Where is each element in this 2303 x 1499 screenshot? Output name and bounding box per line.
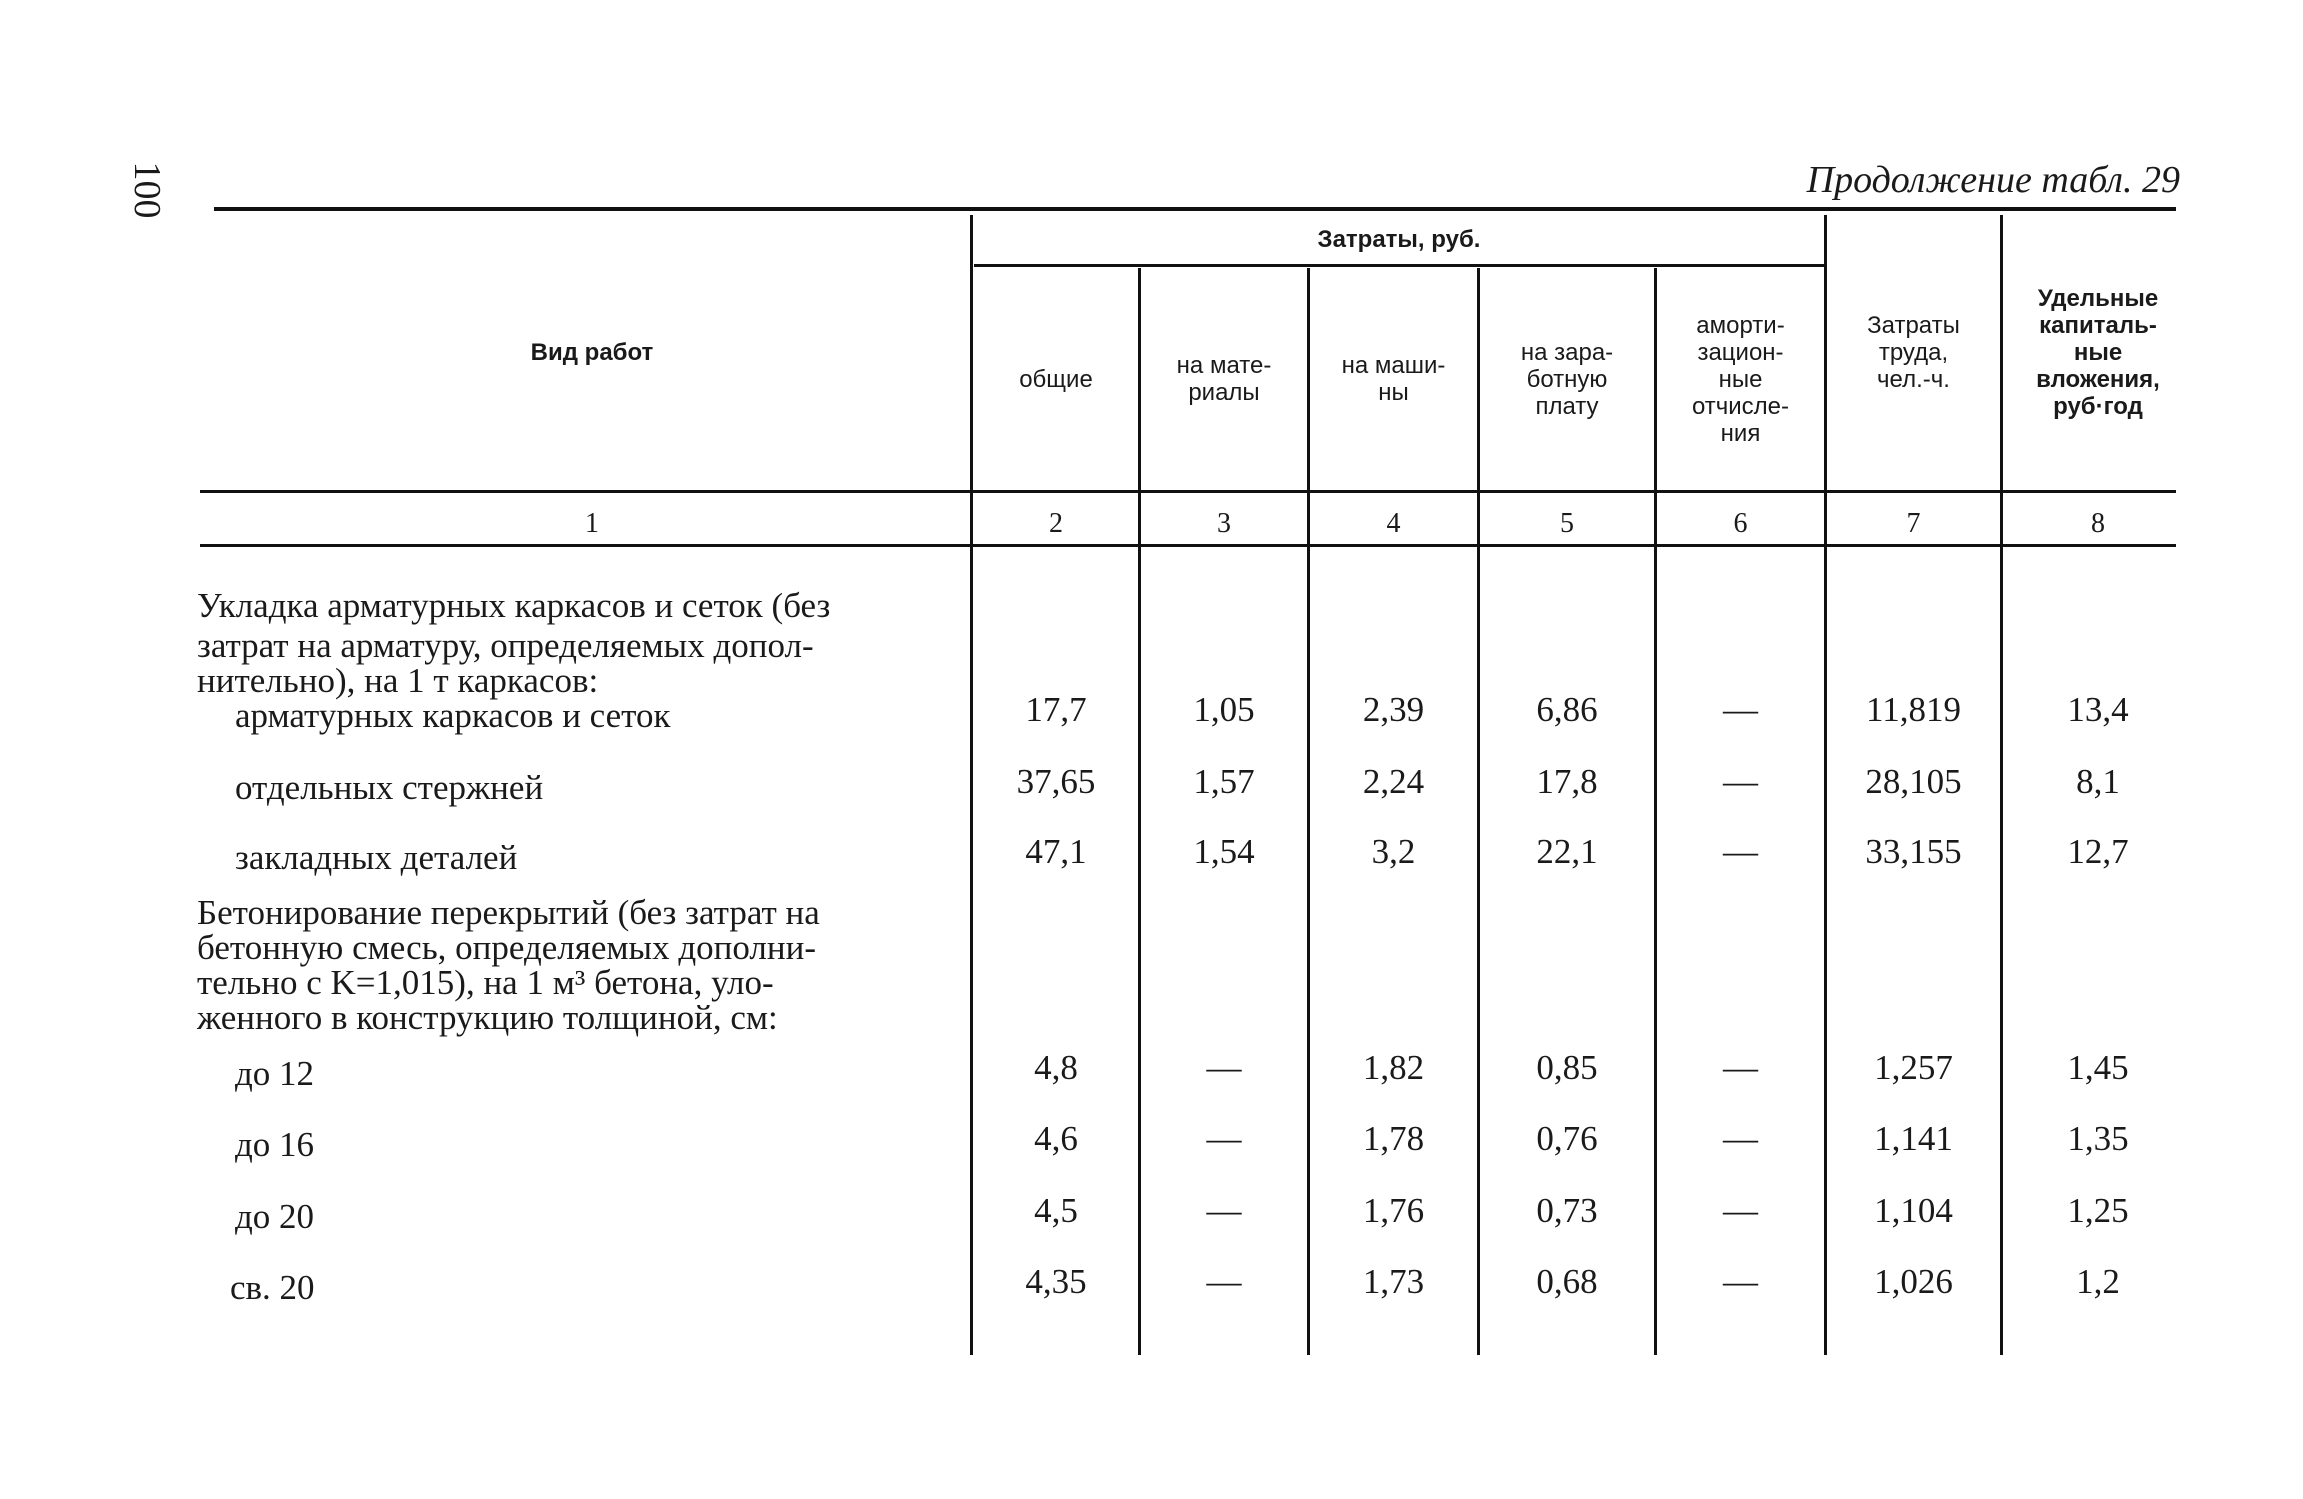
- cell-labor: 33,155: [1865, 832, 1962, 871]
- column-number: 7: [1906, 508, 1921, 539]
- row-label: до 16: [235, 1125, 315, 1164]
- column-number: 2: [1049, 508, 1063, 539]
- cell-machines: 2,24: [1362, 762, 1425, 801]
- cell-machines: 1,76: [1362, 1191, 1425, 1230]
- header-capital-investment: Удельные капиталь- ные вложения, руб·год: [2036, 285, 2160, 420]
- cell-capital: 1,45: [2067, 1048, 2129, 1087]
- cell-materials: 1,05: [1193, 690, 1255, 729]
- row-label: отдельных стержней: [235, 768, 544, 807]
- cell-labor: 1,257: [1874, 1048, 1953, 1087]
- header-materials: на мате- риалы: [1176, 352, 1272, 406]
- cell-wages: 0,85: [1536, 1048, 1598, 1087]
- section-description-line: тельно с K=1,015), на 1 м³ бетона, уло-: [197, 963, 774, 1002]
- cell-materials: —: [1206, 1191, 1242, 1230]
- cell-wages: 22,1: [1536, 832, 1598, 871]
- cell-depreciation: —: [1723, 1191, 1758, 1230]
- row-label: закладных деталей: [235, 838, 518, 877]
- header-bottom-rule: [200, 490, 2176, 493]
- cell-total: 4,5: [1034, 1191, 1078, 1230]
- cell-labor: 11,819: [1866, 690, 1961, 729]
- cell-materials: —: [1206, 1119, 1242, 1158]
- section-description-line: затрат на арматуру, определяемых допол-: [197, 626, 814, 665]
- cell-capital: 1,2: [2076, 1262, 2120, 1301]
- section-description-line: нительно), на 1 т каркасов:: [197, 661, 599, 700]
- cell-total: 4,8: [1034, 1048, 1078, 1087]
- header-work-type: Вид работ: [530, 339, 654, 366]
- cell-labor: 28,105: [1865, 762, 1962, 801]
- cell-total: 17,7: [1025, 690, 1087, 729]
- group-header-rule: [974, 264, 1824, 267]
- header-wages: на зара- ботную плату: [1520, 338, 1614, 420]
- cell-depreciation: —: [1723, 1048, 1758, 1087]
- column-numbers-rule: [200, 544, 2176, 547]
- cell-wages: 0,68: [1536, 1262, 1598, 1301]
- table-continuation-title: Продолжение табл. 29: [1806, 159, 2180, 201]
- header-labor-cost: Затраты труда, чел.-ч.: [1867, 312, 1960, 393]
- column-number: 1: [585, 508, 599, 539]
- cell-depreciation: —: [1723, 1119, 1758, 1158]
- cell-total: 47,1: [1025, 832, 1087, 871]
- cell-wages: 0,76: [1536, 1119, 1598, 1158]
- cell-labor: 1,141: [1874, 1119, 1953, 1158]
- cell-machines: 2,39: [1362, 690, 1425, 729]
- cell-machines: 1,73: [1362, 1262, 1425, 1301]
- cell-depreciation: —: [1723, 690, 1758, 729]
- section-description-line: Бетонирование перекрытий (без затрат на: [197, 893, 820, 932]
- cell-total: 4,35: [1025, 1262, 1087, 1301]
- cell-wages: 17,8: [1536, 762, 1598, 801]
- cell-labor: 1,026: [1874, 1262, 1953, 1301]
- cell-depreciation: —: [1723, 1262, 1758, 1301]
- cell-machines: 1,82: [1362, 1048, 1425, 1087]
- cell-capital: 1,25: [2067, 1191, 2129, 1230]
- cell-machines: 3,2: [1371, 832, 1416, 871]
- cell-capital: 12,7: [2067, 832, 2129, 871]
- column-number: 3: [1217, 508, 1231, 539]
- table-top-rule: [214, 207, 2176, 211]
- cell-capital: 1,35: [2067, 1119, 2129, 1158]
- row-label: до 12: [235, 1054, 315, 1093]
- cell-capital: 8,1: [2076, 762, 2120, 801]
- cell-materials: —: [1206, 1048, 1242, 1087]
- row-label: до 20: [235, 1197, 315, 1236]
- page-number: 100: [126, 161, 168, 219]
- row-label: арматурных каркасов и сеток: [235, 696, 671, 735]
- cell-total: 4,6: [1034, 1119, 1078, 1158]
- cell-labor: 1,104: [1874, 1191, 1953, 1230]
- cell-materials: —: [1206, 1262, 1242, 1301]
- cell-wages: 0,73: [1536, 1191, 1598, 1230]
- cell-machines: 1,78: [1362, 1119, 1425, 1158]
- column-number: 6: [1733, 508, 1748, 539]
- cell-capital: 13,4: [2067, 690, 2129, 729]
- section-description-line: Укладка арматурных каркасов и сеток (без: [197, 586, 831, 625]
- column-number: 8: [2091, 508, 2105, 539]
- cell-materials: 1,57: [1193, 762, 1255, 801]
- column-number: 5: [1560, 508, 1574, 539]
- header-machines: на маши- ны: [1341, 352, 1446, 406]
- header-costs-group: Затраты, руб.: [1317, 226, 1481, 253]
- column-number: 4: [1386, 508, 1401, 539]
- section-description-line: женного в конструкцию толщиной, см:: [197, 998, 778, 1037]
- column-divider: [970, 215, 973, 1355]
- row-label: св. 20: [230, 1268, 315, 1307]
- cell-materials: 1,54: [1193, 832, 1255, 871]
- section-description-line: бетонную смесь, определяемых дополни-: [197, 928, 816, 967]
- cell-wages: 6,86: [1536, 690, 1598, 729]
- header-total: общие: [1019, 365, 1093, 393]
- cell-depreciation: —: [1723, 832, 1758, 871]
- header-depreciation: аморти- зацион- ные отчисле- ния: [1691, 311, 1790, 447]
- cell-depreciation: —: [1723, 762, 1758, 801]
- cell-total: 37,65: [1016, 762, 1096, 801]
